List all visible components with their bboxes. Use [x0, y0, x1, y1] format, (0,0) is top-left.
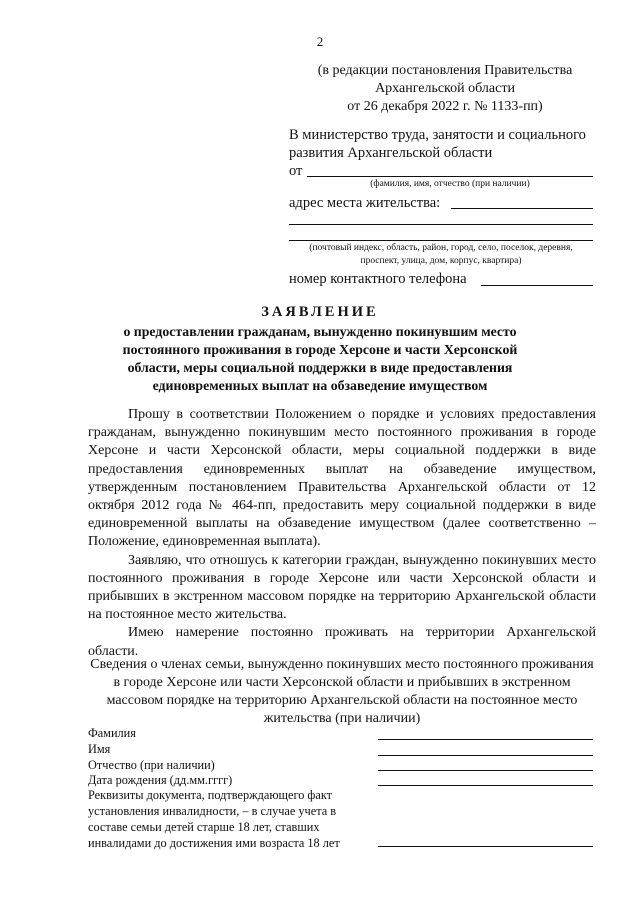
address-hint: [289, 242, 593, 268]
address-hint-line: проспект, улица, дом, корпус, квартира): [360, 256, 522, 266]
address-label: адрес места жительства:: [289, 195, 441, 211]
document-subtitle: о предоставлении гражданам, вынужденно покинувшим место постоянного проживания в городе Херсоне и части Херсонской области, меры социальной поддержки в виде предоставления единовременных выплат на обзаведение имуществом: [122, 324, 518, 393]
name-hint: (фамилия, имя, отчество (при наличии): [370, 179, 530, 189]
document-title: ЗАЯВЛЕНИЕ: [261, 304, 379, 320]
name-label: Имя: [88, 742, 111, 756]
disability-docs-field[interactable]: [378, 846, 593, 847]
address-field[interactable]: [451, 208, 593, 209]
edition-note: [300, 62, 590, 116]
edition-note-line: Архангельской области: [375, 81, 515, 96]
patronymic-label: Отчество (при наличии): [88, 758, 215, 772]
paragraph: Прошу в соответствии Положением о порядке и условиях предоставления гражданам, вынужденно покинувшим место постоянного проживания в городе Херсоне и части Херсонской области, меры социальной поддержки в виде предоставления единовременных выплат на обзаведение имуществом, утвержденным постановлением Правительства Архангельской области от 12 октября 2012 года № 464-пп, предоставить меру социальной поддержки в виде единовременной выплаты на обзаведение имуществом (далее соответственно – Положение, единовременная выплата).: [88, 407, 596, 550]
surname-label: Фамилия: [88, 726, 136, 740]
birth-date-label: Дата рождения (дд.мм.гггг): [88, 773, 233, 787]
address-field-line2[interactable]: [289, 224, 593, 225]
birth-date-field[interactable]: [378, 785, 593, 786]
paragraph: Имею намерение постоянно проживать на территории Архангельской области.: [88, 625, 596, 659]
body-text: [88, 406, 596, 661]
page-number: 2: [316, 34, 324, 49]
name-field[interactable]: [378, 755, 593, 756]
disability-docs-label: Реквизиты документа, подтверждающего факт установления инвалидности, – в случае учета в составе семьи детей старше 18 лет, ставших инвалидами до достижения ими возраста 18 лет: [88, 788, 340, 850]
edition-note-line: (в редакции постановления Правительства: [317, 63, 573, 78]
surname-field[interactable]: [378, 739, 593, 740]
addressee-line: развития Архангельской области: [289, 145, 493, 161]
addressee-line: В министерство труда, занятости и социального: [289, 127, 586, 143]
address-field-line3[interactable]: [289, 240, 593, 241]
patronymic-field[interactable]: [378, 770, 593, 771]
phone-label: номер контактного телефона: [289, 271, 467, 287]
address-hint-line: (почтовый индекс, область, район, город, село, поселок, деревня,: [309, 243, 573, 253]
phone-field[interactable]: [481, 285, 593, 286]
edition-note-line: от 26 декабря 2022 г. № 1133-пп): [347, 99, 543, 114]
applicant-name-field[interactable]: [307, 176, 593, 177]
from-label: от: [289, 163, 303, 179]
paragraph: Заявляю, что отношусь к категории граждан, вынужденно покинувших место постоянного проживания в городе Херсоне или части Херсонской области и прибывших в экстренном массовом порядке на территорию Архангельской области на постоянное место жительства.: [88, 552, 596, 623]
family-info-title: Сведения о членах семьи, вынужденно покинувших место постоянного проживания в городе Херсоне или части Херсонской области и прибывших в экстренном массовом порядке на территорию Архангельской области на постоянное место жительства (при наличии): [90, 657, 594, 726]
